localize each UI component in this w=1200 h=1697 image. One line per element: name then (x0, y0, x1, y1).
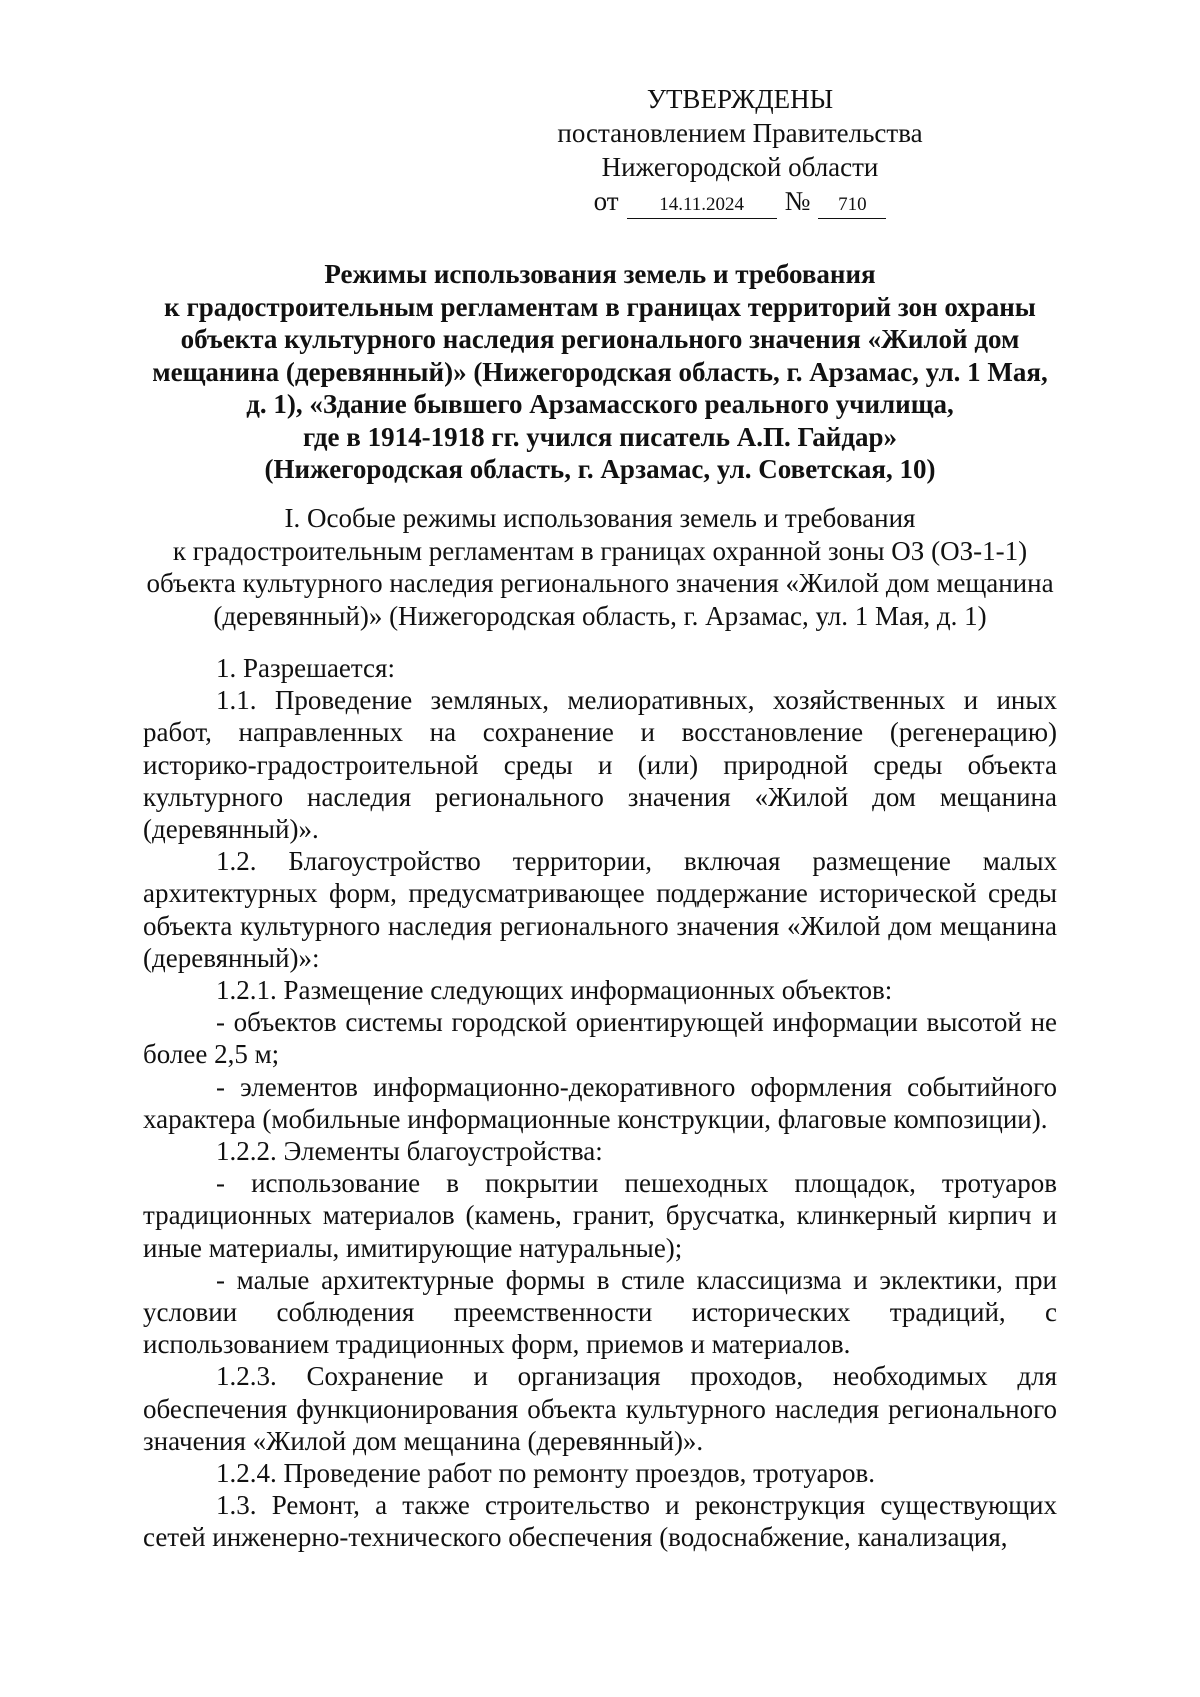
approval-heading: УТВЕРЖДЕНЫ (646, 84, 834, 114)
paragraph: 1.2.2. Элементы благоустройства: (216, 1136, 603, 1167)
title-line: мещанина (деревянный)» (Нижегородская область, г. Арзамас, ул. 1 Мая, (152, 356, 1048, 387)
number-label: № (784, 186, 811, 216)
approval-date: 14.11.2024 (627, 194, 777, 219)
paragraph: 1.3. Ремонт, а также строительство и реконструкция существующих сетей инженерно-технического обеспечения (водоснабжение, канализация, (143, 1490, 1057, 1553)
paragraph: - элементов информационно-декоративного оформления событийного характера (мобильные информационные конструкции, флаговые композиции). (143, 1071, 1057, 1134)
paragraph: 1.2. Благоустройство территории, включая размещение малых архитектурных форм, предусматривающее поддержание исторической среды объекта культурного наследия регионального значения «Жилой дом мещанина (деревянный)»: (143, 846, 1057, 973)
paragraph: 1.2.4. Проведение работ по ремонту проездов, тротуаров. (216, 1458, 875, 1489)
section-heading-line: объекта культурного наследия регионального значения «Жилой дом мещанина (146, 568, 1054, 598)
paragraph: - объектов системы городской ориентирующей информации высотой не более 2,5 м; (143, 1007, 1057, 1070)
approval-number: 710 (818, 194, 886, 219)
paragraph: 1.1. Проведение земляных, мелиоративных, хозяйственных и иных работ, направленных на сохранение и восстановление (регенерацию) историко-градостроительной среды и (или) природной среды объекта культурного наследия регионального значения «Жилой дом мещанина (деревянный)». (143, 685, 1057, 845)
document-title (130, 258, 1070, 486)
paragraph: 1.2.1. Размещение следующих информационных объектов: (216, 975, 893, 1006)
section-heading-line: (деревянный)» (Нижегородская область, г. Арзамас, ул. 1 Мая, д. 1) (213, 600, 987, 631)
section-heading-line: к градостроительным регламентам в границах охранной зоны ОЗ (ОЗ-1-1) (172, 535, 1028, 566)
paragraph: 1. Разрешается: (216, 653, 395, 683)
section-heading-line: I. Особые режимы использования земель и требования (284, 503, 916, 533)
paragraph: - малые архитектурные формы в стиле классицизма и эклектики, при условии соблюдения преемственности исторических традиций, с использованием традиционных форм, приемов и материалов. (143, 1264, 1057, 1360)
paragraph: 1.2.3. Сохранение и организация проходов, необходимых для обеспечения функционирования объекта культурного наследия регионального значения «Жилой дом мещанина (деревянный)». (143, 1361, 1057, 1456)
approval-region: Нижегородской области (601, 152, 879, 182)
from-label: от (593, 186, 619, 216)
approval-date-line (540, 184, 940, 219)
section-heading (130, 502, 1070, 632)
approval-block (540, 82, 940, 219)
document-body (143, 652, 1057, 1554)
paragraph: - использование в покрытии пешеходных площадок, тротуаров традиционных материалов (камень, гранит, брусчатка, клинкерный кирпич и иные материалы, имитирующие натуральные); (143, 1168, 1057, 1263)
title-line: объекта культурного наследия регионального значения «Жилой дом (180, 324, 1020, 354)
title-line: где в 1914-1918 гг. учился писатель А.П. Гайдар» (302, 421, 898, 452)
title-line: д. 1), «Здание бывшего Арзамасского реального училища, (246, 389, 954, 419)
title-line: (Нижегородская область, г. Арзамас, ул. Советская, 10) (264, 454, 936, 484)
title-line: Режимы использования земель и требования (324, 259, 876, 289)
approval-resolution: постановлением Правительства (557, 118, 923, 148)
title-line: к градостроительным регламентам в границах территорий зон охраны (164, 291, 1036, 322)
